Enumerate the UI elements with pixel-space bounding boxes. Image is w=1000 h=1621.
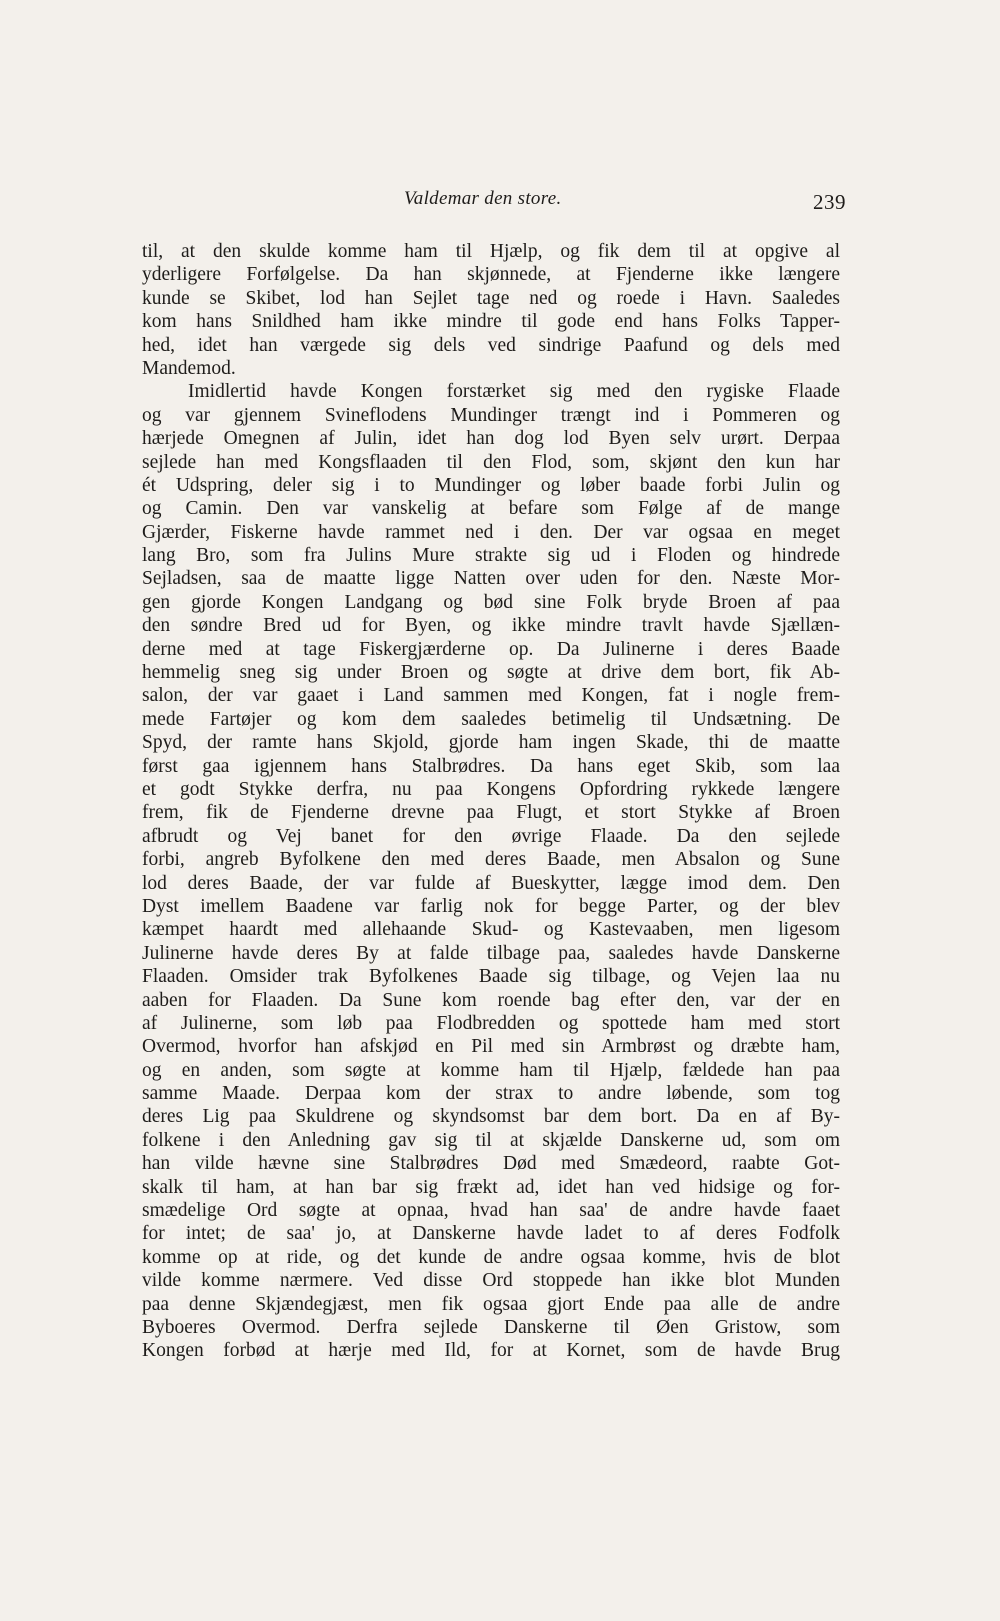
- text-line: kom hans Snildhed ham ikke mindre til gode end hans Folks Tapper-: [142, 311, 840, 333]
- text-line: og Camin. Den var vanskelig at befare som Følge af de mange: [142, 498, 840, 520]
- text-line: for intet; de saa' jo, at Danskerne havde ladet to af deres Fodfolk: [142, 1223, 840, 1245]
- text-line: hed, idet han værgede sig dels ved sindrige Paafund og dels med: [142, 334, 840, 356]
- text-line: deres Lig paa Skuldrene og skyndsomst bar dem bort. Da en af By-: [142, 1106, 840, 1128]
- text-line: lod deres Baade, der var fulde af Bueskytter, lægge imod dem. Den: [142, 872, 840, 894]
- text-line: og en anden, som søgte at komme ham til Hjælp, fældede han paa: [142, 1059, 840, 1081]
- text-line: Dyst imellem Baadene var farlig nok for begge Parter, og der blev: [142, 895, 840, 917]
- text-line: Julinerne havde deres By at falde tilbage paa, saaledes havde Danskerne: [142, 942, 840, 964]
- page-number: 239: [813, 190, 846, 214]
- text-line: til, at den skulde komme ham til Hjælp, og fik dem til at opgive al: [142, 241, 840, 262]
- text-line: et godt Stykke derfra, nu paa Kongens Opfordring rykkede længere: [142, 778, 840, 800]
- text-line: frem, fik de Fjenderne drevne paa Flugt, et stort Stykke af Broen: [142, 802, 840, 824]
- text-line: gen gjorde Kongen Landgang og bød sine Folk bryde Broen af paa: [142, 591, 840, 613]
- text-line: Overmod, hvorfor han afskjød en Pil med sin Armbrøst og dræbte ham,: [142, 1036, 840, 1058]
- text-line: Spyd, der ramte hans Skjold, gjorde ham ingen Skade, thi de maatte: [142, 732, 840, 754]
- text-line: mede Fartøjer og kom dem saaledes betimelig til Undsætning. De: [142, 708, 840, 730]
- running-title: Valdemar den store.: [404, 188, 562, 209]
- text-line: derne med at tage Fiskergjærderne op. Da Julinerne i deres Baade: [142, 638, 840, 660]
- text-line: først gaa igjennem hans Stalbrødres. Da hans eget Skib, som laa: [142, 755, 840, 777]
- text-line: kæmpet haardt med allehaande Skud- og Kastevaaben, men ligesom: [142, 919, 840, 941]
- text-line: Flaaden. Omsider trak Byfolkenes Baade sig tilbage, og Vejen laa nu: [142, 966, 840, 988]
- text-line: komme op at ride, og det kunde de andre ogsaa komme, hvis de blot: [142, 1246, 840, 1268]
- text-line: forbi, angreb Byfolkene den med deres Baade, men Absalon og Sune: [142, 849, 840, 871]
- text-line: han vilde hævne sine Stalbrødres Død med Smædeord, raabte Got-: [142, 1153, 840, 1175]
- text-line: sejlede han med Kongsflaaden til den Flod, som, skjønt den kun har: [142, 451, 840, 473]
- text-line: Byboeres Overmod. Derfra sejlede Danskerne til Øen Gristow, som: [142, 1316, 840, 1338]
- text-line: lang Bro, som fra Julins Mure strakte sig ud i Floden og hindrede: [142, 545, 840, 567]
- text-line: af Julinerne, som løb paa Flodbredden og spottede ham med stort: [142, 1012, 840, 1034]
- text-line: vilde komme nærmere. Ved disse Ord stoppede han ikke blot Munden: [142, 1270, 840, 1292]
- text-line: Kongen forbød at hærje med Ild, for at Kornet, som de havde Brug: [142, 1340, 840, 1362]
- text-line: ét Udspring, deler sig i to Mundinger og løber baade forbi Julin og: [142, 474, 840, 496]
- text-line: yderligere Forfølgelse. Da han skjønnede, at Fjenderne ikke længere: [142, 264, 840, 286]
- text-line: Gjærder, Fiskerne havde rammet ned i den. Der var ogsaa en meget: [142, 521, 840, 543]
- text-line: smædelige Ord søgte at opnaa, hvad han saa' de andre havde faaet: [142, 1200, 840, 1222]
- body-text: [142, 240, 840, 1363]
- text-line: aaben for Flaaden. Da Sune kom roende bag efter den, var der en: [142, 989, 840, 1011]
- text-line: paa denne Skjændegjæst, men fik ogsaa gjort Ende paa alle de andre: [142, 1293, 840, 1315]
- text-line: afbrudt og Vej banet for den øvrige Flaade. Da den sejlede: [142, 825, 840, 847]
- text-line: Sejladsen, saa de maatte ligge Natten over uden for den. Næste Mor-: [142, 568, 840, 590]
- text-line: kunde se Skibet, lod han Sejlet tage ned og roede i Havn. Saaledes: [142, 287, 840, 309]
- text-line: folkene i den Anledning gav sig til at skjælde Danskerne ud, som om: [142, 1129, 840, 1151]
- text-line: salon, der var gaaet i Land sammen med Kongen, fat i nogle frem-: [142, 685, 840, 707]
- text-line: den søndre Bred ud for Byen, og ikke mindre travlt havde Sjællæn-: [142, 615, 840, 637]
- text-line: hærjede Omegnen af Julin, idet han dog lod Byen selv urørt. Derpaa: [142, 428, 840, 450]
- text-line: og var gjennem Svineflodens Mundinger trængt ind i Pommeren og: [142, 404, 840, 426]
- text-line: hemmelig sneg sig under Broen og søgte at drive dem bort, fik Ab-: [142, 662, 840, 684]
- text-line: Mandemod.: [142, 357, 236, 379]
- text-line: Imidlertid havde Kongen forstærket sig med den rygiske Flaade: [188, 381, 840, 403]
- text-line: skalk til ham, at han bar sig frækt ad, idet han ved hidsige og for-: [142, 1176, 840, 1198]
- text-line: samme Maade. Derpaa kom der strax to andre løbende, som tog: [142, 1083, 840, 1105]
